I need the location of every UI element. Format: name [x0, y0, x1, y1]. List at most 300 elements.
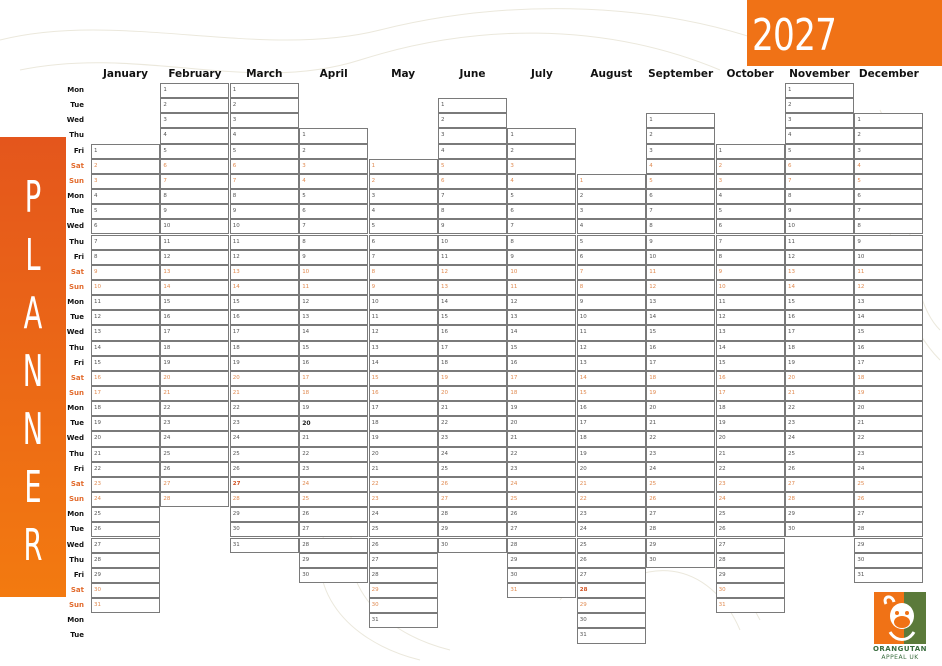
- day-cell-may-22[interactable]: 22: [369, 477, 438, 492]
- day-cell-july-2[interactable]: 2: [507, 144, 576, 159]
- day-cell-october-24[interactable]: 24: [716, 492, 785, 507]
- day-cell-may-19[interactable]: 19: [369, 431, 438, 446]
- day-cell-september-29[interactable]: 29: [646, 538, 715, 553]
- day-cell-october-12[interactable]: 12: [716, 310, 785, 325]
- day-cell-january-20[interactable]: 20: [91, 431, 160, 446]
- day-cell-april-15[interactable]: 15: [299, 341, 368, 356]
- day-cell-may-2[interactable]: 2: [369, 174, 438, 189]
- day-cell-december-26[interactable]: 26: [854, 492, 923, 507]
- day-cell-july-4[interactable]: 4: [507, 174, 576, 189]
- day-cell-july-17[interactable]: 17: [507, 371, 576, 386]
- day-cell-february-20[interactable]: 20: [160, 371, 229, 386]
- day-cell-march-17[interactable]: 17: [230, 325, 299, 340]
- day-cell-december-24[interactable]: 24: [854, 462, 923, 477]
- day-cell-june-20[interactable]: 20: [438, 386, 507, 401]
- day-cell-october-5[interactable]: 5: [716, 204, 785, 219]
- day-cell-march-21[interactable]: 21: [230, 386, 299, 401]
- day-cell-january-27[interactable]: 27: [91, 538, 160, 553]
- day-cell-april-23[interactable]: 23: [299, 462, 368, 477]
- day-cell-october-30[interactable]: 30: [716, 583, 785, 598]
- day-cell-august-1[interactable]: 1: [577, 174, 646, 189]
- day-cell-september-30[interactable]: 30: [646, 553, 715, 568]
- day-cell-february-3[interactable]: 3: [160, 113, 229, 128]
- day-cell-january-7[interactable]: 7: [91, 235, 160, 250]
- day-cell-july-26[interactable]: 26: [507, 507, 576, 522]
- day-cell-january-15[interactable]: 15: [91, 356, 160, 371]
- day-cell-october-20[interactable]: 20: [716, 431, 785, 446]
- day-cell-february-15[interactable]: 15: [160, 295, 229, 310]
- day-cell-april-14[interactable]: 14: [299, 325, 368, 340]
- day-cell-april-25[interactable]: 25: [299, 492, 368, 507]
- day-cell-december-16[interactable]: 16: [854, 341, 923, 356]
- day-cell-october-15[interactable]: 15: [716, 356, 785, 371]
- day-cell-february-1[interactable]: 1: [160, 83, 229, 98]
- day-cell-august-7[interactable]: 7: [577, 265, 646, 280]
- day-cell-july-27[interactable]: 27: [507, 522, 576, 537]
- day-cell-november-13[interactable]: 13: [785, 265, 854, 280]
- day-cell-january-22[interactable]: 22: [91, 462, 160, 477]
- day-cell-june-27[interactable]: 27: [438, 492, 507, 507]
- day-cell-may-11[interactable]: 11: [369, 310, 438, 325]
- day-cell-july-22[interactable]: 22: [507, 447, 576, 462]
- day-cell-december-11[interactable]: 11: [854, 265, 923, 280]
- day-cell-june-28[interactable]: 28: [438, 507, 507, 522]
- day-cell-june-3[interactable]: 3: [438, 128, 507, 143]
- day-cell-april-16[interactable]: 16: [299, 356, 368, 371]
- day-cell-december-3[interactable]: 3: [854, 144, 923, 159]
- day-cell-august-11[interactable]: 11: [577, 325, 646, 340]
- day-cell-august-24[interactable]: 24: [577, 522, 646, 537]
- day-cell-march-28[interactable]: 28: [230, 492, 299, 507]
- day-cell-february-5[interactable]: 5: [160, 144, 229, 159]
- day-cell-february-24[interactable]: 24: [160, 431, 229, 446]
- day-cell-february-27[interactable]: 27: [160, 477, 229, 492]
- day-cell-may-28[interactable]: 28: [369, 568, 438, 583]
- day-cell-august-12[interactable]: 12: [577, 341, 646, 356]
- day-cell-june-2[interactable]: 2: [438, 113, 507, 128]
- day-cell-february-22[interactable]: 22: [160, 401, 229, 416]
- day-cell-may-29[interactable]: 29: [369, 583, 438, 598]
- day-cell-may-15[interactable]: 15: [369, 371, 438, 386]
- day-cell-july-1[interactable]: 1: [507, 128, 576, 143]
- day-cell-december-10[interactable]: 10: [854, 250, 923, 265]
- day-cell-march-4[interactable]: 4: [230, 128, 299, 143]
- day-cell-august-13[interactable]: 13: [577, 356, 646, 371]
- day-cell-march-26[interactable]: 26: [230, 462, 299, 477]
- day-cell-january-14[interactable]: 14: [91, 341, 160, 356]
- day-cell-june-8[interactable]: 8: [438, 204, 507, 219]
- day-cell-december-2[interactable]: 2: [854, 128, 923, 143]
- day-cell-march-22[interactable]: 22: [230, 401, 299, 416]
- day-cell-march-29[interactable]: 29: [230, 507, 299, 522]
- day-cell-march-6[interactable]: 6: [230, 159, 299, 174]
- day-cell-april-6[interactable]: 6: [299, 204, 368, 219]
- day-cell-december-21[interactable]: 21: [854, 416, 923, 431]
- day-cell-may-10[interactable]: 10: [369, 295, 438, 310]
- day-cell-september-27[interactable]: 27: [646, 507, 715, 522]
- day-cell-january-12[interactable]: 12: [91, 310, 160, 325]
- day-cell-november-5[interactable]: 5: [785, 144, 854, 159]
- day-cell-february-16[interactable]: 16: [160, 310, 229, 325]
- day-cell-january-11[interactable]: 11: [91, 295, 160, 310]
- day-cell-november-25[interactable]: 25: [785, 447, 854, 462]
- day-cell-november-1[interactable]: 1: [785, 83, 854, 98]
- day-cell-december-8[interactable]: 8: [854, 219, 923, 234]
- day-cell-september-15[interactable]: 15: [646, 325, 715, 340]
- day-cell-november-17[interactable]: 17: [785, 325, 854, 340]
- day-cell-october-8[interactable]: 8: [716, 250, 785, 265]
- day-cell-july-24[interactable]: 24: [507, 477, 576, 492]
- day-cell-december-20[interactable]: 20: [854, 401, 923, 416]
- day-cell-january-13[interactable]: 13: [91, 325, 160, 340]
- day-cell-august-2[interactable]: 2: [577, 189, 646, 204]
- day-cell-march-24[interactable]: 24: [230, 431, 299, 446]
- day-cell-august-16[interactable]: 16: [577, 401, 646, 416]
- day-cell-april-7[interactable]: 7: [299, 219, 368, 234]
- day-cell-november-9[interactable]: 9: [785, 204, 854, 219]
- day-cell-october-3[interactable]: 3: [716, 174, 785, 189]
- day-cell-november-3[interactable]: 3: [785, 113, 854, 128]
- day-cell-march-15[interactable]: 15: [230, 295, 299, 310]
- day-cell-may-12[interactable]: 12: [369, 325, 438, 340]
- day-cell-april-13[interactable]: 13: [299, 310, 368, 325]
- day-cell-december-9[interactable]: 9: [854, 235, 923, 250]
- day-cell-september-17[interactable]: 17: [646, 356, 715, 371]
- day-cell-march-31[interactable]: 31: [230, 538, 299, 553]
- day-cell-september-6[interactable]: 6: [646, 189, 715, 204]
- day-cell-november-8[interactable]: 8: [785, 189, 854, 204]
- day-cell-march-12[interactable]: 12: [230, 250, 299, 265]
- day-cell-april-12[interactable]: 12: [299, 295, 368, 310]
- day-cell-october-1[interactable]: 1: [716, 144, 785, 159]
- day-cell-january-8[interactable]: 8: [91, 250, 160, 265]
- day-cell-april-22[interactable]: 22: [299, 447, 368, 462]
- day-cell-february-17[interactable]: 17: [160, 325, 229, 340]
- day-cell-july-11[interactable]: 11: [507, 280, 576, 295]
- day-cell-december-14[interactable]: 14: [854, 310, 923, 325]
- day-cell-may-20[interactable]: 20: [369, 447, 438, 462]
- day-cell-january-10[interactable]: 10: [91, 280, 160, 295]
- day-cell-january-6[interactable]: 6: [91, 219, 160, 234]
- day-cell-september-22[interactable]: 22: [646, 431, 715, 446]
- day-cell-october-28[interactable]: 28: [716, 553, 785, 568]
- day-cell-september-26[interactable]: 26: [646, 492, 715, 507]
- day-cell-january-1[interactable]: 1: [91, 144, 160, 159]
- day-cell-september-28[interactable]: 28: [646, 522, 715, 537]
- day-cell-august-26[interactable]: 26: [577, 553, 646, 568]
- day-cell-july-28[interactable]: 28: [507, 538, 576, 553]
- day-cell-july-25[interactable]: 25: [507, 492, 576, 507]
- day-cell-january-16[interactable]: 16: [91, 371, 160, 386]
- day-cell-june-1[interactable]: 1: [438, 98, 507, 113]
- day-cell-february-7[interactable]: 7: [160, 174, 229, 189]
- day-cell-april-19[interactable]: 19: [299, 401, 368, 416]
- day-cell-march-13[interactable]: 13: [230, 265, 299, 280]
- day-cell-march-20[interactable]: 20: [230, 371, 299, 386]
- day-cell-august-25[interactable]: 25: [577, 538, 646, 553]
- day-cell-june-15[interactable]: 15: [438, 310, 507, 325]
- day-cell-january-21[interactable]: 21: [91, 447, 160, 462]
- day-cell-july-5[interactable]: 5: [507, 189, 576, 204]
- day-cell-february-28[interactable]: 28: [160, 492, 229, 507]
- day-cell-august-4[interactable]: 4: [577, 219, 646, 234]
- day-cell-september-13[interactable]: 13: [646, 295, 715, 310]
- day-cell-september-3[interactable]: 3: [646, 144, 715, 159]
- day-cell-february-13[interactable]: 13: [160, 265, 229, 280]
- day-cell-november-12[interactable]: 12: [785, 250, 854, 265]
- day-cell-february-8[interactable]: 8: [160, 189, 229, 204]
- day-cell-november-14[interactable]: 14: [785, 280, 854, 295]
- day-cell-february-10[interactable]: 10: [160, 219, 229, 234]
- day-cell-june-30[interactable]: 30: [438, 538, 507, 553]
- day-cell-june-4[interactable]: 4: [438, 144, 507, 159]
- day-cell-may-8[interactable]: 8: [369, 265, 438, 280]
- day-cell-june-24[interactable]: 24: [438, 447, 507, 462]
- day-cell-august-15[interactable]: 15: [577, 386, 646, 401]
- day-cell-november-6[interactable]: 6: [785, 159, 854, 174]
- day-cell-may-17[interactable]: 17: [369, 401, 438, 416]
- day-cell-october-16[interactable]: 16: [716, 371, 785, 386]
- day-cell-december-12[interactable]: 12: [854, 280, 923, 295]
- day-cell-november-26[interactable]: 26: [785, 462, 854, 477]
- day-cell-april-29[interactable]: 29: [299, 553, 368, 568]
- day-cell-november-18[interactable]: 18: [785, 341, 854, 356]
- day-cell-august-10[interactable]: 10: [577, 310, 646, 325]
- day-cell-june-13[interactable]: 13: [438, 280, 507, 295]
- day-cell-may-23[interactable]: 23: [369, 492, 438, 507]
- day-cell-july-23[interactable]: 23: [507, 462, 576, 477]
- day-cell-february-18[interactable]: 18: [160, 341, 229, 356]
- day-cell-november-10[interactable]: 10: [785, 219, 854, 234]
- day-cell-september-14[interactable]: 14: [646, 310, 715, 325]
- day-cell-november-7[interactable]: 7: [785, 174, 854, 189]
- day-cell-may-14[interactable]: 14: [369, 356, 438, 371]
- day-cell-september-18[interactable]: 18: [646, 371, 715, 386]
- day-cell-november-30[interactable]: 30: [785, 522, 854, 537]
- day-cell-february-14[interactable]: 14: [160, 280, 229, 295]
- day-cell-june-9[interactable]: 9: [438, 219, 507, 234]
- day-cell-september-10[interactable]: 10: [646, 250, 715, 265]
- day-cell-july-16[interactable]: 16: [507, 356, 576, 371]
- day-cell-august-21[interactable]: 21: [577, 477, 646, 492]
- day-cell-april-20[interactable]: 20: [299, 416, 368, 431]
- day-cell-september-25[interactable]: 25: [646, 477, 715, 492]
- day-cell-january-24[interactable]: 24: [91, 492, 160, 507]
- day-cell-april-27[interactable]: 27: [299, 522, 368, 537]
- day-cell-october-17[interactable]: 17: [716, 386, 785, 401]
- day-cell-july-7[interactable]: 7: [507, 219, 576, 234]
- day-cell-august-6[interactable]: 6: [577, 250, 646, 265]
- day-cell-november-20[interactable]: 20: [785, 371, 854, 386]
- day-cell-march-19[interactable]: 19: [230, 356, 299, 371]
- day-cell-march-27[interactable]: 27: [230, 477, 299, 492]
- day-cell-november-24[interactable]: 24: [785, 431, 854, 446]
- day-cell-may-21[interactable]: 21: [369, 462, 438, 477]
- day-cell-june-29[interactable]: 29: [438, 522, 507, 537]
- day-cell-october-7[interactable]: 7: [716, 235, 785, 250]
- day-cell-march-7[interactable]: 7: [230, 174, 299, 189]
- day-cell-march-14[interactable]: 14: [230, 280, 299, 295]
- day-cell-september-24[interactable]: 24: [646, 462, 715, 477]
- day-cell-january-5[interactable]: 5: [91, 204, 160, 219]
- day-cell-september-19[interactable]: 19: [646, 386, 715, 401]
- day-cell-december-30[interactable]: 30: [854, 553, 923, 568]
- day-cell-march-8[interactable]: 8: [230, 189, 299, 204]
- day-cell-october-9[interactable]: 9: [716, 265, 785, 280]
- day-cell-october-25[interactable]: 25: [716, 507, 785, 522]
- day-cell-march-5[interactable]: 5: [230, 144, 299, 159]
- day-cell-november-29[interactable]: 29: [785, 507, 854, 522]
- day-cell-july-12[interactable]: 12: [507, 295, 576, 310]
- day-cell-february-6[interactable]: 6: [160, 159, 229, 174]
- day-cell-january-28[interactable]: 28: [91, 553, 160, 568]
- day-cell-august-29[interactable]: 29: [577, 598, 646, 613]
- day-cell-august-19[interactable]: 19: [577, 447, 646, 462]
- day-cell-april-11[interactable]: 11: [299, 280, 368, 295]
- day-cell-june-18[interactable]: 18: [438, 356, 507, 371]
- day-cell-november-11[interactable]: 11: [785, 235, 854, 250]
- day-cell-august-22[interactable]: 22: [577, 492, 646, 507]
- day-cell-june-14[interactable]: 14: [438, 295, 507, 310]
- day-cell-may-31[interactable]: 31: [369, 613, 438, 628]
- day-cell-january-31[interactable]: 31: [91, 598, 160, 613]
- day-cell-november-4[interactable]: 4: [785, 128, 854, 143]
- day-cell-december-17[interactable]: 17: [854, 356, 923, 371]
- day-cell-may-25[interactable]: 25: [369, 522, 438, 537]
- day-cell-january-9[interactable]: 9: [91, 265, 160, 280]
- day-cell-january-30[interactable]: 30: [91, 583, 160, 598]
- day-cell-august-5[interactable]: 5: [577, 235, 646, 250]
- day-cell-june-5[interactable]: 5: [438, 159, 507, 174]
- day-cell-april-2[interactable]: 2: [299, 144, 368, 159]
- day-cell-march-18[interactable]: 18: [230, 341, 299, 356]
- day-cell-december-1[interactable]: 1: [854, 113, 923, 128]
- day-cell-may-9[interactable]: 9: [369, 280, 438, 295]
- day-cell-december-5[interactable]: 5: [854, 174, 923, 189]
- day-cell-march-16[interactable]: 16: [230, 310, 299, 325]
- day-cell-october-2[interactable]: 2: [716, 159, 785, 174]
- day-cell-november-27[interactable]: 27: [785, 477, 854, 492]
- day-cell-july-13[interactable]: 13: [507, 310, 576, 325]
- day-cell-september-9[interactable]: 9: [646, 235, 715, 250]
- day-cell-november-23[interactable]: 23: [785, 416, 854, 431]
- day-cell-may-3[interactable]: 3: [369, 189, 438, 204]
- day-cell-july-14[interactable]: 14: [507, 325, 576, 340]
- day-cell-january-17[interactable]: 17: [91, 386, 160, 401]
- day-cell-september-2[interactable]: 2: [646, 128, 715, 143]
- day-cell-march-2[interactable]: 2: [230, 98, 299, 113]
- day-cell-january-19[interactable]: 19: [91, 416, 160, 431]
- day-cell-may-5[interactable]: 5: [369, 219, 438, 234]
- day-cell-february-11[interactable]: 11: [160, 235, 229, 250]
- day-cell-august-8[interactable]: 8: [577, 280, 646, 295]
- day-cell-march-10[interactable]: 10: [230, 219, 299, 234]
- day-cell-october-27[interactable]: 27: [716, 538, 785, 553]
- day-cell-november-28[interactable]: 28: [785, 492, 854, 507]
- day-cell-february-23[interactable]: 23: [160, 416, 229, 431]
- day-cell-august-9[interactable]: 9: [577, 295, 646, 310]
- day-cell-september-16[interactable]: 16: [646, 341, 715, 356]
- day-cell-november-19[interactable]: 19: [785, 356, 854, 371]
- day-cell-december-7[interactable]: 7: [854, 204, 923, 219]
- day-cell-august-28[interactable]: 28: [577, 583, 646, 598]
- day-cell-february-25[interactable]: 25: [160, 447, 229, 462]
- day-cell-july-6[interactable]: 6: [507, 204, 576, 219]
- day-cell-august-17[interactable]: 17: [577, 416, 646, 431]
- day-cell-october-19[interactable]: 19: [716, 416, 785, 431]
- day-cell-june-12[interactable]: 12: [438, 265, 507, 280]
- day-cell-december-4[interactable]: 4: [854, 159, 923, 174]
- day-cell-april-8[interactable]: 8: [299, 235, 368, 250]
- day-cell-august-27[interactable]: 27: [577, 568, 646, 583]
- day-cell-september-11[interactable]: 11: [646, 265, 715, 280]
- day-cell-march-3[interactable]: 3: [230, 113, 299, 128]
- day-cell-april-26[interactable]: 26: [299, 507, 368, 522]
- day-cell-september-4[interactable]: 4: [646, 159, 715, 174]
- day-cell-may-7[interactable]: 7: [369, 250, 438, 265]
- day-cell-june-10[interactable]: 10: [438, 235, 507, 250]
- day-cell-august-3[interactable]: 3: [577, 204, 646, 219]
- day-cell-october-11[interactable]: 11: [716, 295, 785, 310]
- day-cell-april-3[interactable]: 3: [299, 159, 368, 174]
- day-cell-february-26[interactable]: 26: [160, 462, 229, 477]
- day-cell-june-6[interactable]: 6: [438, 174, 507, 189]
- day-cell-october-23[interactable]: 23: [716, 477, 785, 492]
- day-cell-september-8[interactable]: 8: [646, 219, 715, 234]
- day-cell-october-13[interactable]: 13: [716, 325, 785, 340]
- day-cell-april-30[interactable]: 30: [299, 568, 368, 583]
- day-cell-august-20[interactable]: 20: [577, 462, 646, 477]
- day-cell-july-21[interactable]: 21: [507, 431, 576, 446]
- day-cell-november-15[interactable]: 15: [785, 295, 854, 310]
- day-cell-march-23[interactable]: 23: [230, 416, 299, 431]
- day-cell-september-12[interactable]: 12: [646, 280, 715, 295]
- day-cell-february-21[interactable]: 21: [160, 386, 229, 401]
- day-cell-april-24[interactable]: 24: [299, 477, 368, 492]
- day-cell-april-18[interactable]: 18: [299, 386, 368, 401]
- day-cell-september-23[interactable]: 23: [646, 447, 715, 462]
- day-cell-june-7[interactable]: 7: [438, 189, 507, 204]
- day-cell-june-26[interactable]: 26: [438, 477, 507, 492]
- day-cell-november-21[interactable]: 21: [785, 386, 854, 401]
- day-cell-october-29[interactable]: 29: [716, 568, 785, 583]
- day-cell-march-25[interactable]: 25: [230, 447, 299, 462]
- day-cell-october-14[interactable]: 14: [716, 341, 785, 356]
- day-cell-july-29[interactable]: 29: [507, 553, 576, 568]
- day-cell-december-29[interactable]: 29: [854, 538, 923, 553]
- day-cell-january-26[interactable]: 26: [91, 522, 160, 537]
- day-cell-may-13[interactable]: 13: [369, 341, 438, 356]
- day-cell-march-9[interactable]: 9: [230, 204, 299, 219]
- day-cell-june-17[interactable]: 17: [438, 341, 507, 356]
- day-cell-february-9[interactable]: 9: [160, 204, 229, 219]
- day-cell-may-6[interactable]: 6: [369, 235, 438, 250]
- day-cell-february-12[interactable]: 12: [160, 250, 229, 265]
- day-cell-january-2[interactable]: 2: [91, 159, 160, 174]
- day-cell-december-27[interactable]: 27: [854, 507, 923, 522]
- day-cell-november-16[interactable]: 16: [785, 310, 854, 325]
- day-cell-april-4[interactable]: 4: [299, 174, 368, 189]
- day-cell-january-29[interactable]: 29: [91, 568, 160, 583]
- day-cell-july-3[interactable]: 3: [507, 159, 576, 174]
- day-cell-september-1[interactable]: 1: [646, 113, 715, 128]
- day-cell-march-11[interactable]: 11: [230, 235, 299, 250]
- day-cell-february-19[interactable]: 19: [160, 356, 229, 371]
- day-cell-april-9[interactable]: 9: [299, 250, 368, 265]
- day-cell-june-16[interactable]: 16: [438, 325, 507, 340]
- day-cell-july-18[interactable]: 18: [507, 386, 576, 401]
- day-cell-july-8[interactable]: 8: [507, 235, 576, 250]
